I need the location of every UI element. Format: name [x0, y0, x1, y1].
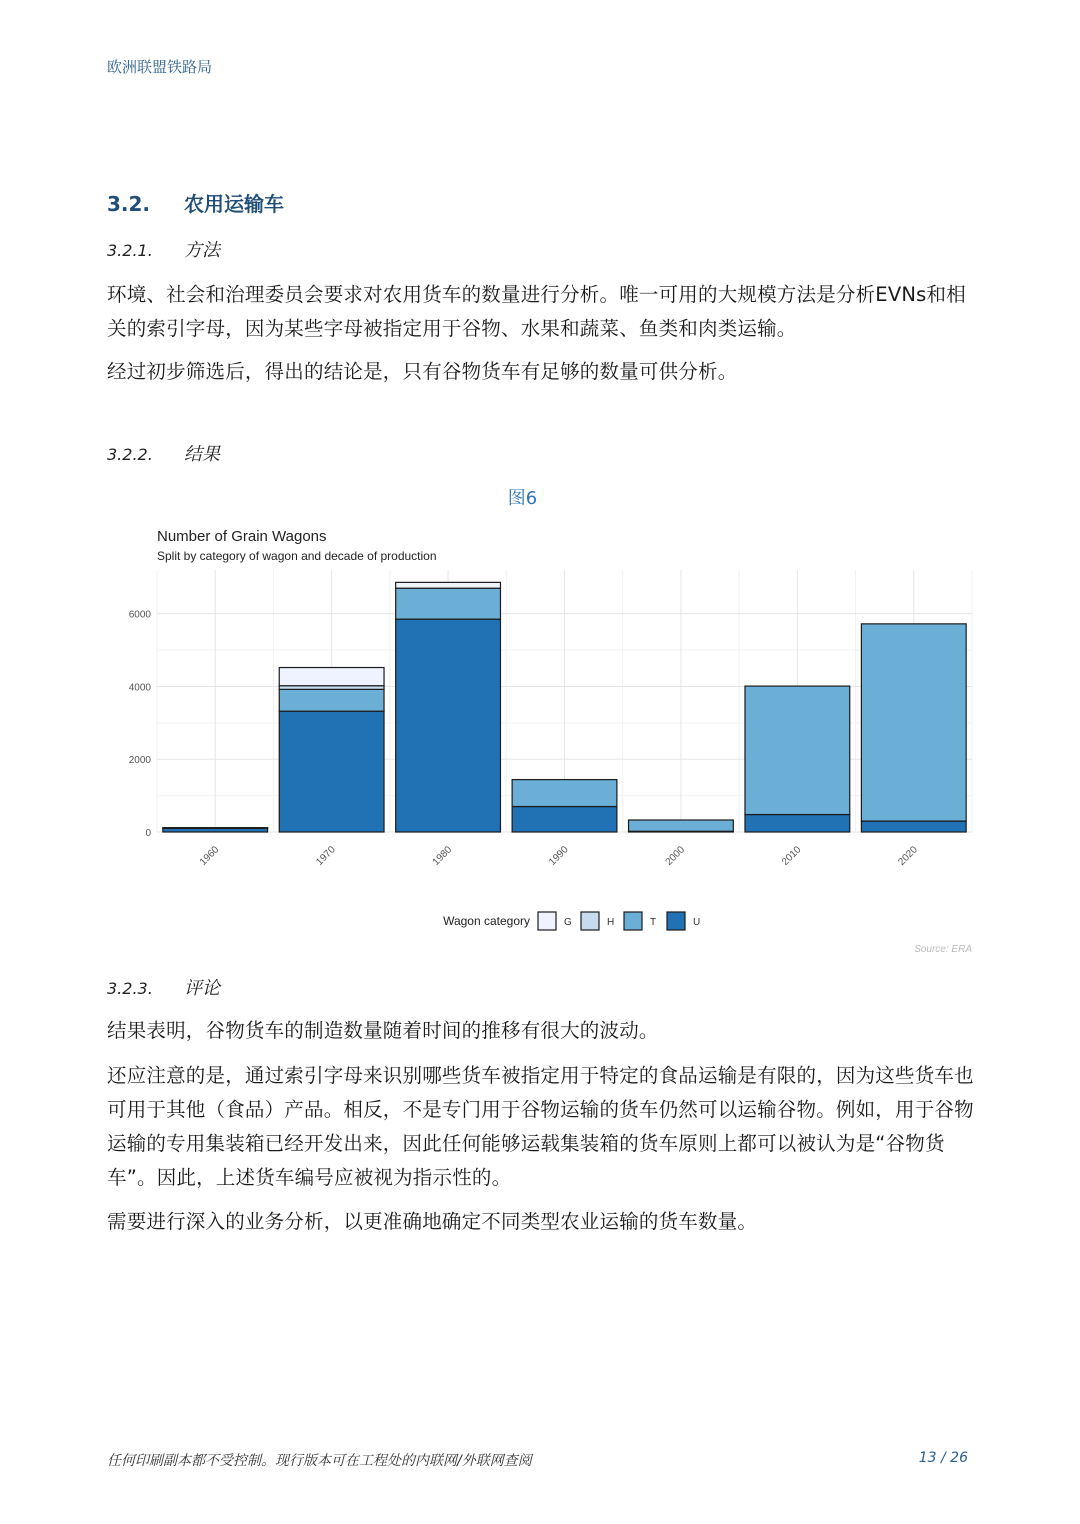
- subsection-number: 3.2.2.: [107, 445, 153, 464]
- bar-segment-t: [629, 820, 734, 831]
- paragraph: 环境、社会和治理委员会要求对农用货车的数量进行分析。唯一可用的大规模方法是分析EVNs和相关的索引字母，因为某些字母被指定用于谷物、水果和蔬菜、鱼类和肉类运输。: [107, 283, 966, 340]
- paragraph: 需要进行深入的业务分析，以更准确地确定不同类型农业运输的货车数量。: [107, 1210, 758, 1233]
- x-tick-label: 1960: [197, 844, 222, 868]
- y-axis: [129, 610, 152, 839]
- legend-label: H: [607, 917, 615, 928]
- subsection-title: 方法: [184, 240, 220, 261]
- bar-segment-u: [745, 815, 850, 832]
- bar-segment-t: [861, 624, 966, 821]
- bar-segment-t: [279, 689, 384, 711]
- chart-source: Source: ERA: [914, 944, 972, 955]
- bar-segment-t: [745, 686, 850, 814]
- bar-segment-u: [861, 821, 966, 832]
- legend-swatch-t: [624, 912, 642, 930]
- paragraph: 经过初步筛选后，得出的结论是，只有谷物货车有足够的数量可供分析。: [107, 360, 738, 383]
- legend-label: G: [564, 917, 572, 928]
- bar-segment-u: [396, 619, 501, 832]
- footer-notice: 任何印刷副本都不受控制。现行版本可在工程处的内联网/外联网查阅: [107, 1453, 532, 1469]
- bar-segment-t: [512, 780, 617, 807]
- legend-label: T: [650, 917, 657, 928]
- paragraph: 还应注意的是，通过索引字母来识别哪些货车被指定用于特定的食品运输是有限的，因为这些货车也可用于其他（食品）产品。相反，不是专门用于谷物运输的货车仍然可以运输谷物。例如，用于谷物运输的专用集装箱已经开发出来，因此任何能够运载集装箱的货车原则上都可以被认为是“谷物货车”。因此，上述货车编号应被视为指示性的。: [107, 1064, 974, 1189]
- x-tick-label: 1980: [430, 844, 455, 868]
- section-number: 3.2.: [107, 192, 151, 216]
- bar-segment-u: [512, 807, 617, 832]
- page-number: 13 / 26: [918, 1450, 968, 1466]
- y-tick-label: 6000: [128, 609, 151, 621]
- x-tick-label: 2000: [663, 844, 688, 868]
- subsection-number: 3.2.1.: [107, 241, 153, 260]
- legend-swatch-g: [538, 912, 556, 930]
- subsection-title: 结果: [184, 444, 220, 465]
- subsection-heading-method: [107, 236, 220, 262]
- subsection-heading-comments: [107, 974, 220, 1000]
- figure-caption: 图6: [507, 488, 538, 509]
- x-tick-label: 1990: [547, 844, 571, 868]
- x-tick-label: 1970: [314, 844, 338, 868]
- bar-segment-g: [279, 668, 384, 686]
- paragraph: 结果表明，谷物货车的制造数量随着时间的推移有很大的波动。: [107, 1019, 659, 1042]
- organization-name: 欧洲联盟铁路局: [107, 58, 213, 76]
- legend-label: U: [693, 917, 701, 928]
- y-tick-label: 4000: [128, 682, 151, 694]
- x-axis: [198, 844, 920, 868]
- subsection-number: 3.2.3.: [107, 979, 153, 998]
- bar-segment-t: [396, 588, 501, 619]
- chart-title: Number of Grain Wagons: [157, 528, 327, 545]
- chart-subtitle: Split by category of wagon and decade of production: [157, 549, 437, 563]
- grain-wagons-chart: [110, 518, 980, 958]
- section-title: 农用运输车: [184, 192, 284, 216]
- section-heading: [107, 188, 284, 217]
- legend-swatch-h: [581, 912, 599, 930]
- y-tick-label: 2000: [128, 755, 151, 767]
- subsection-heading-results: [107, 440, 220, 466]
- chart-legend: [443, 912, 700, 930]
- legend-swatch-u: [667, 912, 685, 930]
- y-tick-label: 0: [145, 828, 151, 839]
- subsection-title: 评论: [184, 978, 220, 999]
- bar-segment-t: [163, 828, 268, 829]
- x-tick-label: 2020: [896, 844, 920, 868]
- bar-segment-u: [279, 711, 384, 832]
- legend-title: Wagon category: [443, 914, 530, 928]
- x-tick-label: 2010: [779, 844, 804, 868]
- bar-segment-g: [396, 582, 501, 588]
